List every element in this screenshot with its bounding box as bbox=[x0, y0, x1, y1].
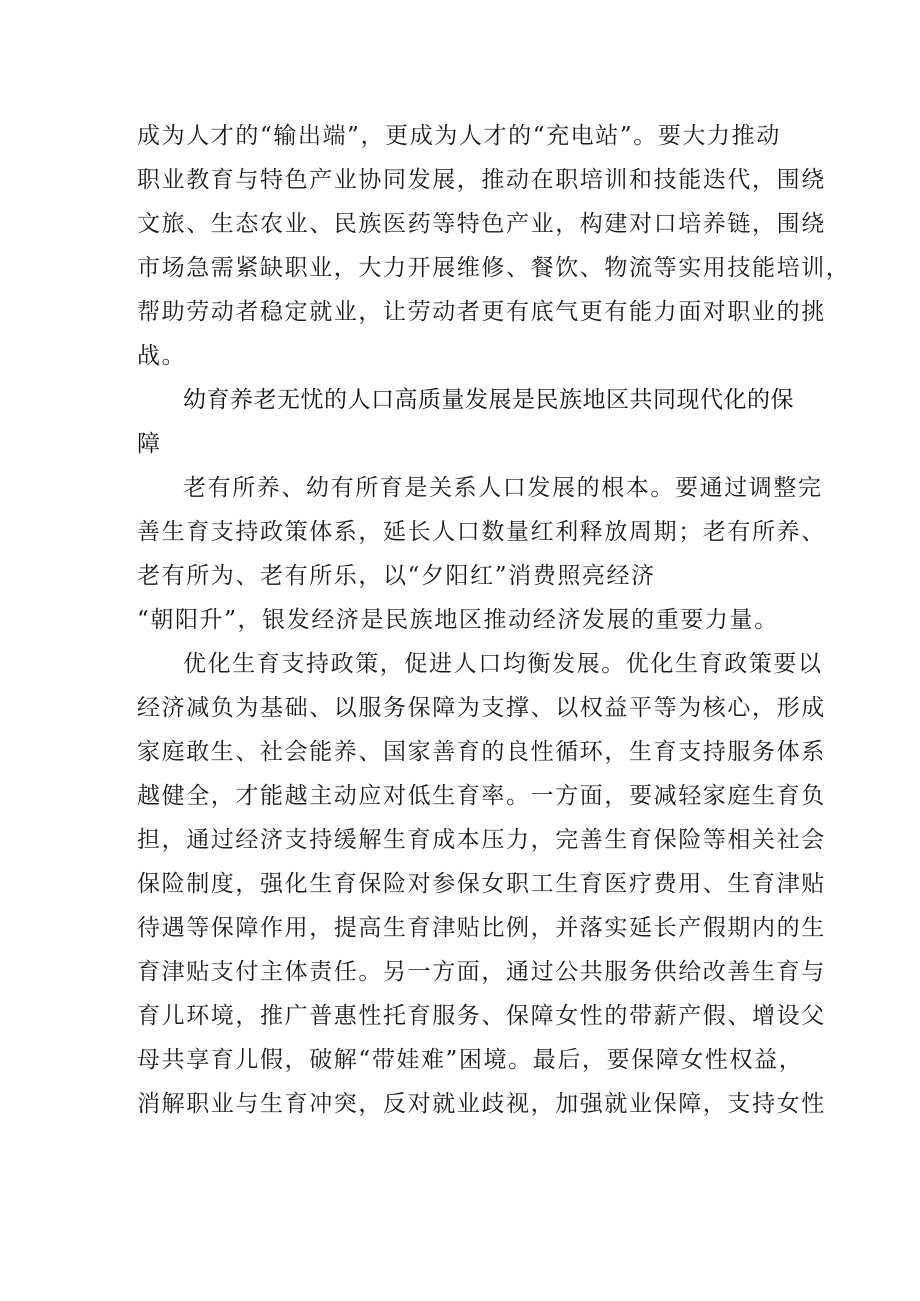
text-line: 战。 bbox=[137, 343, 187, 369]
text-line: 老有所养、幼有所育是关系人口发展的根本。要通过调整完 bbox=[183, 475, 823, 501]
text-line: “朝阳升”，银发经济是民族地区推动经济发展的重要力量。 bbox=[137, 607, 779, 633]
text-line: 善生育支持政策体系，延长人口数量红利释放周期；老有所养、 bbox=[137, 519, 826, 545]
text-line: 待遇等保障作用，提高生育津贴比例，并落实延长产假期内的生 bbox=[137, 915, 826, 941]
text-line: 担，通过经济支持缓解生育成本压力，完善生育保险等相关社会 bbox=[137, 827, 826, 853]
heading-line: 幼育养老无忧的人口高质量发展是民族地区共同现代化的保 bbox=[183, 387, 794, 413]
text-line: 帮助劳动者稳定就业，让劳动者更有底气更有能力面对职业的挑 bbox=[137, 299, 826, 325]
heading-line: 障 bbox=[137, 431, 161, 457]
text-line: 优化生育支持政策，促进人口均衡发展。优化生育政策要以 bbox=[183, 651, 823, 677]
text-line: 越健全，才能越主动应对低生育率。一方面，要减轻家庭生育负 bbox=[137, 783, 826, 809]
text-line: 成为人才的“输出端”，更成为人才的“充电站”。要大力推动 bbox=[137, 123, 781, 149]
text-line: 市场急需紧缺职业，大力开展维修、餐饮、物流等实用技能培训， bbox=[137, 255, 851, 281]
text-line: 经济减负为基础、以服务保障为支撑、以权益平等为核心，形成 bbox=[137, 695, 826, 721]
text-line: 职业教育与特色产业协同发展，推动在职培训和技能迭代，围绕 bbox=[137, 167, 826, 193]
text-line: 消解职业与生育冲突，反对就业歧视，加强就业保障，支持女性 bbox=[137, 1091, 826, 1117]
text-line: 家庭敢生、社会能养、国家善育的良性循环，生育支持服务体系 bbox=[137, 739, 826, 765]
text-line: 母共享育儿假，破解“带娃难”困境。最后，要保障女性权益， bbox=[137, 1047, 804, 1073]
text-line: 文旅、生态农业、民族医药等特色产业，构建对口培养链，围绕 bbox=[137, 211, 826, 237]
text-line: 育儿环境，推广普惠性托育服务、保障女性的带薪产假、增设父 bbox=[137, 1003, 826, 1029]
text-line: 老有所为、老有所乐，以“夕阳红”消费照亮经济 bbox=[137, 563, 656, 589]
text-line: 保险制度，强化生育保险对参保女职工生育医疗费用、生育津贴 bbox=[137, 871, 826, 897]
text-line: 育津贴支付主体责任。另一方面，通过公共服务供给改善生育与 bbox=[137, 959, 826, 985]
